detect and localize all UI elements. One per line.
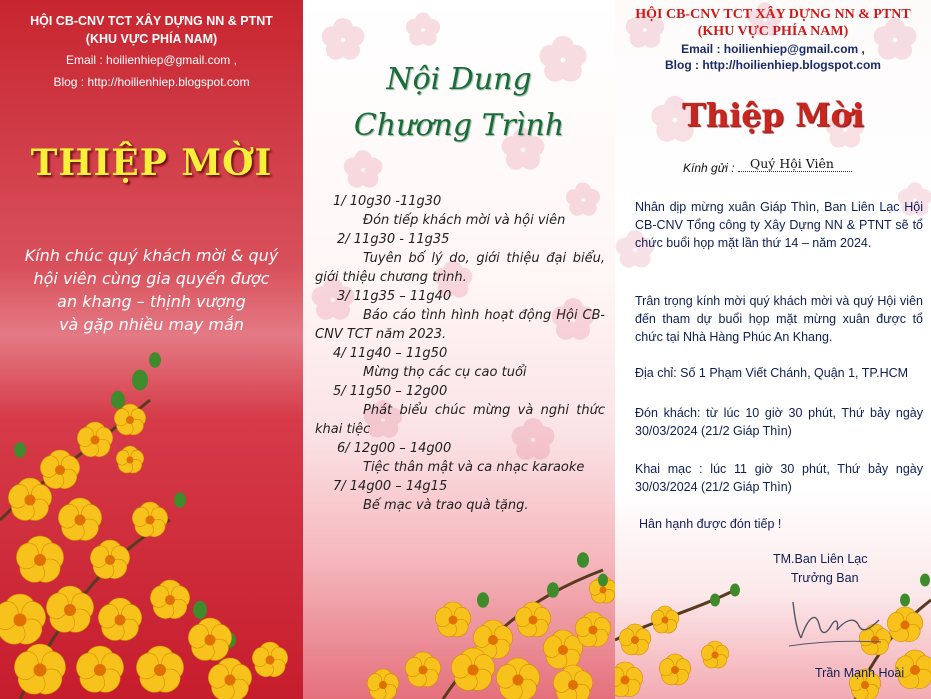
blossom-bud-icon (111, 391, 125, 409)
program-time: 1/ 10g30 -11g30 (333, 194, 442, 209)
apricot-blossom-icon (0, 0, 303, 699)
recipient-label: Kính gửi : (683, 161, 735, 175)
program-time: 4/ 11g40 – 11g50 (333, 346, 448, 361)
apricot-blossom-icon (250, 642, 290, 680)
address-text: Địa chỉ: Số 1 Phạm Viết Chánh, Quận 1, TP.HCM (635, 366, 909, 380)
apricot-blossom-icon (11, 644, 69, 699)
blossom-bud-icon (193, 601, 207, 619)
apricot-blossom-icon (88, 540, 133, 583)
apricot-blossom-icon (303, 0, 615, 699)
apricot-blossom-icon (55, 498, 104, 545)
apricot-blossom-icon (617, 624, 653, 658)
program-time: 3/ 11g35 – 11g40 (337, 289, 452, 304)
middle-panel (303, 0, 615, 699)
apricot-blossom-icon (699, 641, 730, 671)
welcome-text: Hân hạnh được đón tiếp ! (639, 517, 782, 531)
apricot-blossom-icon (43, 586, 97, 637)
left-panel (0, 0, 303, 699)
apricot-blossom-icon (112, 404, 148, 438)
blossom-bud-icon (577, 552, 589, 568)
apricot-blossom-icon (513, 602, 553, 640)
apricot-blossom-icon (403, 652, 443, 690)
signature-name: Trần Mạnh Hoài (815, 666, 905, 680)
program-desc: Phát biểu chúc mừng và nghi thức khai tiệc (315, 403, 605, 437)
signature-organization: TM.Ban Liên Lạc (773, 552, 868, 566)
program-title-line2: Chương Trình (353, 108, 565, 143)
signature-icon (785, 590, 885, 650)
program-desc: Đón tiếp khách mời và hội viên (363, 213, 566, 228)
recipient-name: Quý Hội Viên (738, 156, 852, 172)
apricot-blossom-icon (433, 602, 473, 640)
blossom-bud-icon (900, 594, 910, 607)
program-time: 2/ 11g30 - 11g35 (337, 232, 450, 247)
apricot-blossom-icon (133, 646, 187, 697)
blossom-bud-icon (149, 352, 161, 368)
blossom-bud-icon (598, 574, 608, 587)
right-panel (615, 0, 931, 699)
blossom-bud-icon (174, 492, 186, 508)
blossom-bud-icon (14, 442, 26, 458)
apricot-blossom-icon (148, 580, 193, 623)
org-name: HỘI CB-CNV TCT XÂY DỰNG NN & PTNT (635, 7, 911, 22)
blossom-bud-icon (132, 370, 148, 391)
email-text: Email : hoilienhiep@gmail.com , (681, 42, 865, 56)
wish-line: hội viên cùng gia quyến được (33, 269, 270, 288)
apricot-blossom-icon (13, 536, 67, 587)
invitation-title: THIỆP MỜI (30, 142, 273, 184)
program-desc: Tuyên bố lý do, giới thiệu đại biểu, giới thiệu chương trình. (315, 251, 605, 285)
invitation-title: Thiệp Mời (681, 96, 865, 134)
org-name: HỘI CB-CNV TCT XÂY DỰNG NN & PTNT (30, 14, 273, 28)
apricot-blossom-icon (493, 658, 542, 699)
apricot-blossom-icon (649, 606, 680, 636)
program-title-line1: Nội Dung (386, 62, 532, 97)
reception-time: Đón khách: từ lúc 10 giờ 30 phút, Thứ bảy ngày 30/03/2024 (21/2 Giáp Thìn) (635, 406, 923, 438)
org-region: (KHU VỰC PHÍA NAM) (697, 24, 849, 39)
apricot-blossom-icon (657, 654, 693, 688)
apricot-blossom-icon (0, 594, 49, 649)
invite-paragraph: Trân trọng kính mời quý khách mời và quý Hội viên đến tham dự buổi họp mặt mừng xuân được tổ chức tại Nhà Hàng Phúc An Khang. (635, 294, 923, 344)
program-time: 6/ 12g00 – 14g00 (337, 441, 452, 456)
blog-text: Blog : http://hoilienhiep.blogspot.com (53, 75, 250, 89)
blossom-bud-icon (920, 574, 930, 587)
signature-role: Trưởng Ban (791, 571, 859, 585)
apricot-blossom-icon (95, 598, 144, 645)
program-desc: Tiệc thân mật và ca nhạc karaoke (363, 460, 585, 475)
program-time: 7/ 14g00 – 14g15 (333, 479, 448, 494)
org-region: (KHU VỰC PHÍA NAM) (85, 32, 218, 46)
apricot-blossom-icon (73, 646, 127, 697)
program-time: 5/ 11g50 – 12g00 (333, 384, 448, 399)
program-desc: Bế mạc và trao quà tặng. (363, 498, 529, 513)
apricot-blossom-icon (551, 665, 596, 699)
wish-line: an khang – thịnh vượng (57, 292, 246, 311)
blog-text: Blog : http://hoilienhiep.blogspot.com (665, 58, 881, 72)
apricot-blossom-icon (130, 502, 170, 540)
blossom-bud-icon (547, 582, 559, 598)
program-desc: Báo cáo tình hình hoạt động Hội CB-CNV TCT năm 2023. (315, 308, 605, 342)
apricot-blossom-icon (615, 662, 645, 699)
apricot-blossom-icon (205, 658, 254, 699)
blossom-bud-icon (730, 584, 740, 597)
program-desc: Mừng thọ các cụ cao tuổi (363, 365, 527, 380)
blossom-bud-icon (477, 592, 489, 608)
wish-line: Kính chúc quý khách mời & quý (24, 246, 279, 265)
opening-time: Khai mạc : lúc 11 giờ 30 phút, Thứ bảy ngày 30/03/2024 (21/2 Giáp Thìn) (635, 462, 923, 494)
intro-paragraph: Nhân dịp mừng xuân Giáp Thìn, Ban Liên Lạc Hội CB-CNV Tổng công ty Xây Dựng NN & PTNT sẽ tổ chức buổi họp mặt lần thứ 14 – năm 2024. (635, 200, 923, 250)
apricot-blossom-icon (365, 669, 401, 699)
apricot-blossom-icon (185, 618, 234, 665)
wish-line: và gặp nhiều may mắn (59, 315, 244, 334)
email-text: Email : hoilienhiep@gmail.com , (66, 53, 237, 67)
apricot-blossom-icon (114, 446, 145, 476)
blossom-bud-icon (710, 594, 720, 607)
